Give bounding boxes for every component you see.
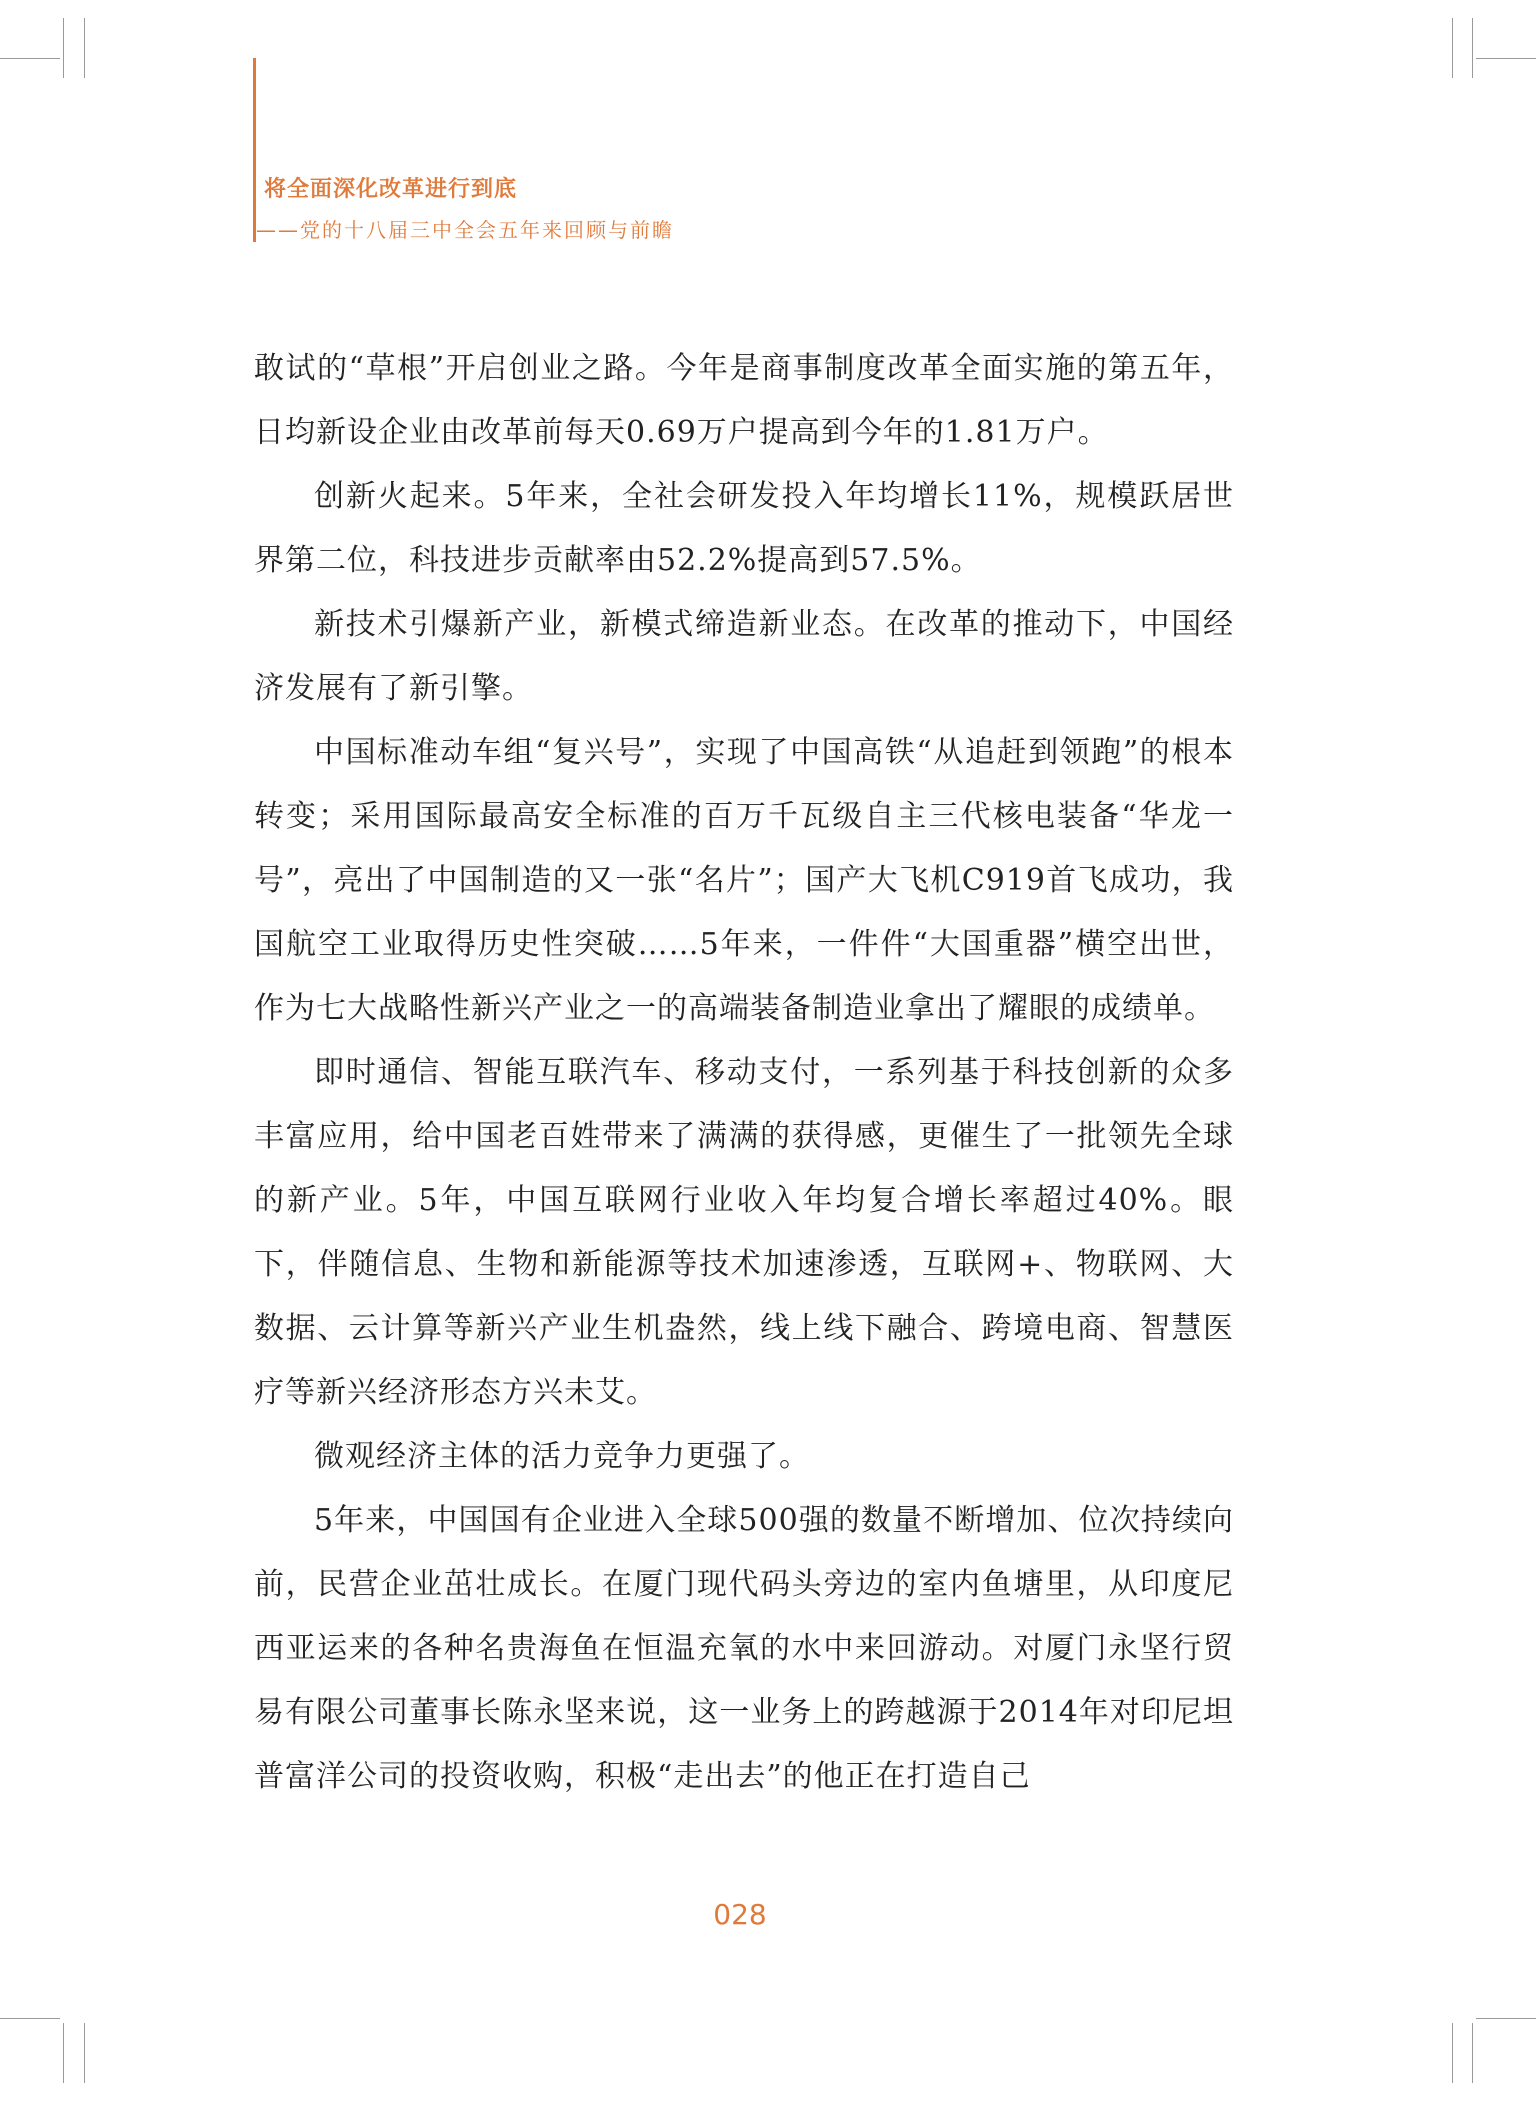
crop-mark <box>63 2023 64 2083</box>
paragraph: 中国标准动车组“复兴号”，实现了中国高铁“从追赶到领跑”的根本转变；采用国际最高安全标准的百万千瓦级自主三代核电装备“华龙一号”，亮出了中国制造的又一张“名片”；国产大飞机C919首飞成功，我国航空工业取得历史性突破……5年来，一件件“大国重器”横空出世，作为七大战略性新兴产业之一的高端装备制造业拿出了耀眼的成绩单。 <box>254 735 1234 1026</box>
paragraph: 微观经济主体的活力竞争力更强了。 <box>314 1439 810 1474</box>
crop-mark <box>1452 2023 1453 2083</box>
paragraph: 创新火起来。5年来，全社会研发投入年均增长11%，规模跃居世界第二位，科技进步贡献率由52.2%提高到57.5%。 <box>254 479 1234 578</box>
crop-mark <box>1476 2018 1536 2019</box>
page-number: 028 <box>713 1898 767 1931</box>
crop-mark <box>1472 2023 1473 2083</box>
paragraph: 敢试的“草根”开启创业之路。今年是商事制度改革全面实施的第五年，日均新设企业由改革前每天0.69万户提高到今年的1.81万户。 <box>254 351 1234 450</box>
crop-mark <box>1476 58 1536 59</box>
running-header-subtitle: ——党的十八届三中全会五年来回顾与前瞻 <box>256 218 674 242</box>
crop-mark <box>1472 18 1473 78</box>
crop-mark <box>84 2023 85 2083</box>
paragraph: 5年来，中国国有企业进入全球500强的数量不断增加、位次持续向前，民营企业茁壮成长。在厦门现代码头旁边的室内鱼塘里，从印度尼西亚运来的各种名贵海鱼在恒温充氧的水中来回游动。对厦门永坚行贸易有限公司董事长陈永坚来说，这一业务上的跨越源于2014年对印尼坦普富洋公司的投资收购，积极“走出去”的他正在打造自己 <box>254 1503 1234 1794</box>
crop-mark <box>0 58 60 59</box>
paragraph: 新技术引爆新产业，新模式缔造新业态。在改革的推动下，中国经济发展有了新引擎。 <box>254 607 1234 706</box>
crop-mark <box>63 18 64 78</box>
crop-mark <box>84 18 85 78</box>
crop-mark <box>0 2018 60 2019</box>
body-text <box>254 337 1234 1809</box>
crop-mark <box>1452 18 1453 78</box>
paragraph: 即时通信、智能互联汽车、移动支付，一系列基于科技创新的众多丰富应用，给中国老百姓带来了满满的获得感，更催生了一批领先全球的新产业。5年，中国互联网行业收入年均复合增长率超过40%。眼下，伴随信息、生物和新能源等技术加速渗透，互联网+、物联网、大数据、云计算等新兴产业生机盎然，线上线下融合、跨境电商、智慧医疗等新兴经济形态方兴未艾。 <box>254 1055 1234 1410</box>
running-header-title: 将全面深化改革进行到底 <box>264 177 518 202</box>
